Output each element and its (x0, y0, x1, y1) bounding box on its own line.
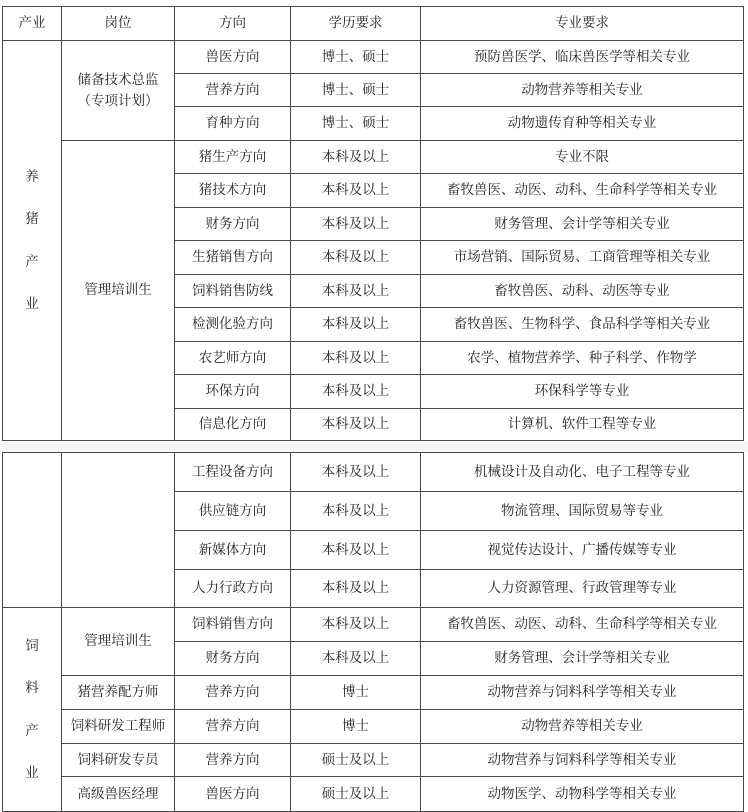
education-cell: 本科及以上 (291, 531, 421, 570)
direction-cell: 工程设备方向 (175, 452, 291, 492)
major-cell: 物流管理、国际贸易等专业 (421, 492, 744, 531)
industry-char: 业 (25, 764, 39, 781)
industry-char: 养 (25, 169, 39, 185)
major-cell: 机械设计及自动化、电子工程等专业 (421, 452, 744, 492)
education-cell: 博士、硕士 (291, 41, 421, 74)
position-cell: 饲料研发专员 (62, 744, 175, 777)
industry-cell (2, 41, 62, 441)
industry-char: 业 (25, 295, 39, 312)
industry-char: 猪 (25, 211, 39, 228)
major-cell: 动物营养等相关专业 (421, 74, 744, 107)
major-cell: 农学、植物营养学、种子科学、作物学 (421, 342, 744, 375)
major-cell: 财务管理、会计学等相关专业 (421, 208, 744, 241)
table-part-2 (0, 452, 748, 812)
page-gap (0, 442, 748, 452)
major-cell: 畜牧兽医、动医、动科、生命科学等相关专业 (421, 608, 744, 642)
education-cell: 本科及以上 (291, 342, 421, 375)
header-education: 学历要求 (291, 6, 421, 41)
direction-cell: 营养方向 (175, 74, 291, 107)
industry-char: 产 (25, 253, 39, 270)
education-cell: 本科及以上 (291, 642, 421, 676)
industry-cell (2, 608, 62, 812)
direction-cell: 检测化验方向 (175, 308, 291, 342)
education-cell: 博士、硕士 (291, 74, 421, 107)
major-cell: 动物营养等相关专业 (421, 710, 744, 744)
industry-char: 饲 (25, 638, 39, 654)
direction-cell: 饲料销售方向 (175, 608, 291, 642)
education-cell: 硕士及以上 (291, 744, 421, 777)
direction-cell: 饲料销售防线 (175, 275, 291, 308)
major-cell: 动物医学、动物科学等相关专业 (421, 777, 744, 812)
direction-cell: 财务方向 (175, 208, 291, 241)
education-cell: 博士、硕士 (291, 107, 421, 141)
major-cell: 环保科学等专业 (421, 375, 744, 409)
major-cell: 畜牧兽医、动科、动医等专业 (421, 275, 744, 308)
direction-cell: 供应链方向 (175, 492, 291, 531)
education-cell: 本科及以上 (291, 608, 421, 642)
major-cell: 财务管理、会计学等相关专业 (421, 642, 744, 676)
header-position: 岗位 (62, 6, 175, 41)
direction-cell: 新媒体方向 (175, 531, 291, 570)
position-cell: 管理培训生 (62, 141, 175, 441)
education-cell: 本科及以上 (291, 241, 421, 275)
major-cell: 市场营销、国际贸易、工商管理等相关专业 (421, 241, 744, 275)
education-cell: 本科及以上 (291, 141, 421, 174)
major-cell: 人力资源管理、行政管理等专业 (421, 570, 744, 608)
position-cell: 猪营养配方师 (62, 676, 175, 710)
direction-cell: 人力行政方向 (175, 570, 291, 608)
position-cell: 储备技术总监（专项计划） (62, 41, 175, 141)
direction-cell: 环保方向 (175, 375, 291, 409)
major-cell: 动物营养与饲料科学等相关专业 (421, 744, 744, 777)
major-cell: 计算机、软件工程等专业 (421, 409, 744, 441)
industry-cell-continued (2, 452, 62, 608)
education-cell: 本科及以上 (291, 208, 421, 241)
education-cell: 本科及以上 (291, 570, 421, 608)
education-cell: 硕士及以上 (291, 777, 421, 812)
direction-cell: 生猪销售方向 (175, 241, 291, 275)
education-cell: 博士 (291, 710, 421, 744)
education-cell: 博士 (291, 676, 421, 710)
major-cell: 预防兽医学、临床兽医学等相关专业 (421, 41, 744, 74)
direction-cell: 营养方向 (175, 744, 291, 777)
direction-cell: 猪生产方向 (175, 141, 291, 174)
header-major: 专业要求 (421, 6, 744, 41)
education-cell: 本科及以上 (291, 409, 421, 441)
header-industry: 产业 (2, 6, 62, 41)
direction-cell: 信息化方向 (175, 409, 291, 441)
major-cell: 畜牧兽医、动医、动科、生命科学等相关专业 (421, 174, 744, 208)
education-cell: 本科及以上 (291, 308, 421, 342)
header-direction: 方向 (175, 6, 291, 41)
education-cell: 本科及以上 (291, 492, 421, 531)
major-cell: 动物营养与饲料科学等相关专业 (421, 676, 744, 710)
industry-char: 料 (25, 680, 39, 697)
position-cell-continued (62, 452, 175, 608)
education-cell: 本科及以上 (291, 275, 421, 308)
direction-cell: 营养方向 (175, 676, 291, 710)
major-cell: 视觉传达设计、广播传媒等专业 (421, 531, 744, 570)
education-cell: 本科及以上 (291, 452, 421, 492)
direction-cell: 兽医方向 (175, 41, 291, 74)
major-cell: 畜牧兽医、生物科学、食品科学等相关专业 (421, 308, 744, 342)
direction-cell: 农艺师方向 (175, 342, 291, 375)
education-cell: 本科及以上 (291, 375, 421, 409)
industry-char: 产 (25, 722, 39, 739)
major-cell: 动物遗传育种等相关专业 (421, 107, 744, 141)
position-cell: 高级兽医经理 (62, 777, 175, 812)
direction-cell: 兽医方向 (175, 777, 291, 812)
direction-cell: 财务方向 (175, 642, 291, 676)
direction-cell: 育种方向 (175, 107, 291, 141)
major-cell: 专业不限 (421, 141, 744, 174)
direction-cell: 营养方向 (175, 710, 291, 744)
education-cell: 本科及以上 (291, 174, 421, 208)
direction-cell: 猪技术方向 (175, 174, 291, 208)
position-cell: 管理培训生 (62, 608, 175, 676)
position-cell: 饲料研发工程师 (62, 710, 175, 744)
